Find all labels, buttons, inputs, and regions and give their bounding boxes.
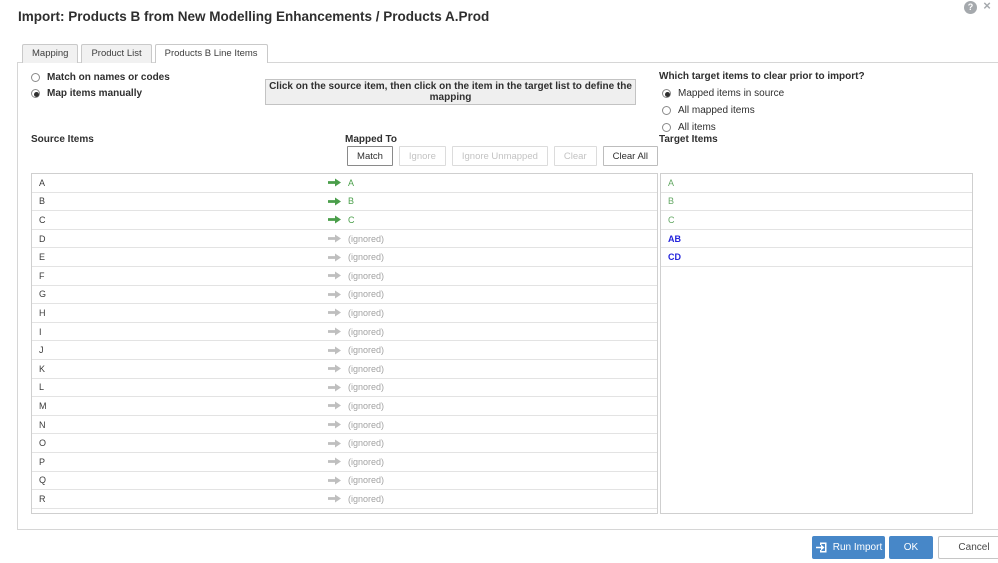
source-item-label: N bbox=[39, 419, 46, 430]
mapped-to-value: (ignored) bbox=[348, 289, 385, 300]
mapped-to-value: (ignored) bbox=[348, 345, 385, 356]
source-item-label: R bbox=[39, 493, 46, 504]
mapping-arrow-icon bbox=[328, 197, 341, 206]
mapped-to-cell bbox=[328, 196, 354, 206]
mapping-arrow-icon bbox=[328, 457, 341, 466]
radio-label: All mapped items bbox=[678, 105, 755, 116]
source-item-label: E bbox=[39, 252, 46, 263]
source-items-header: Source Items bbox=[31, 134, 94, 145]
clear-all-button[interactable]: Clear All bbox=[603, 146, 658, 166]
mapped-to-cell bbox=[328, 364, 384, 374]
radio-match-on-names-or-codes[interactable] bbox=[31, 72, 170, 83]
mapping-arrow-icon bbox=[328, 290, 341, 299]
mapped-to-value: A bbox=[348, 177, 355, 188]
target-items-list bbox=[660, 173, 973, 514]
mapped-to-value: (ignored) bbox=[348, 252, 385, 263]
source-item-label: P bbox=[39, 456, 46, 467]
radio-label: All items bbox=[678, 122, 716, 133]
source-item-label: G bbox=[39, 289, 47, 300]
mapping-arrow-icon bbox=[328, 401, 341, 410]
mapped-to-value: (ignored) bbox=[348, 326, 385, 337]
source-item-row-i[interactable] bbox=[32, 323, 657, 342]
source-item-row-b[interactable] bbox=[32, 193, 657, 212]
source-item-label: F bbox=[39, 270, 45, 281]
source-item-row-f[interactable] bbox=[32, 267, 657, 286]
mapping-arrow-icon bbox=[328, 383, 341, 392]
mapping-panel bbox=[17, 62, 998, 530]
mapped-to-cell bbox=[328, 401, 384, 411]
target-item-row-ab[interactable] bbox=[661, 230, 972, 249]
mapping-arrow-icon bbox=[328, 253, 341, 262]
ok-button[interactable]: OK bbox=[889, 536, 933, 559]
target-item-row-c[interactable] bbox=[661, 211, 972, 230]
help-icon[interactable]: ? bbox=[964, 1, 977, 14]
mapped-to-value: (ignored) bbox=[348, 400, 385, 411]
target-items-header: Target Items bbox=[659, 134, 718, 145]
ignore-unmapped-button: Ignore Unmapped bbox=[452, 146, 548, 166]
source-item-row-g[interactable] bbox=[32, 286, 657, 305]
mapped-to-value: C bbox=[348, 214, 355, 225]
mapping-arrow-icon bbox=[328, 346, 341, 355]
source-item-row-q[interactable] bbox=[32, 472, 657, 491]
run-import-label: Run Import bbox=[832, 542, 883, 553]
mapped-to-value: (ignored) bbox=[348, 307, 385, 318]
mapping-arrow-icon bbox=[328, 178, 341, 187]
mapped-to-cell bbox=[328, 345, 384, 355]
source-item-label: K bbox=[39, 363, 46, 374]
radio-all-items[interactable] bbox=[662, 122, 865, 133]
source-item-label: A bbox=[39, 177, 46, 188]
tab-products-b-line-items[interactable] bbox=[155, 44, 268, 63]
mapped-to-value: (ignored) bbox=[348, 419, 385, 430]
target-item-label: CD bbox=[668, 252, 681, 263]
radio-mapped-items-in-source[interactable] bbox=[662, 88, 865, 99]
source-item-row-p[interactable] bbox=[32, 453, 657, 472]
mapped-to-value: B bbox=[348, 196, 355, 207]
target-item-label: B bbox=[668, 196, 675, 207]
source-item-row-l[interactable] bbox=[32, 379, 657, 398]
dialog-title: Import: Products B from New Modelling Enhancements / Products A.Prod bbox=[18, 9, 490, 24]
source-item-label: B bbox=[39, 196, 46, 207]
source-item-row-o[interactable] bbox=[32, 434, 657, 453]
radio-icon bbox=[662, 106, 671, 115]
mapped-to-cell bbox=[328, 252, 384, 262]
mapped-to-cell bbox=[328, 382, 384, 392]
source-item-row-d[interactable] bbox=[32, 230, 657, 249]
mapping-arrow-icon bbox=[328, 327, 341, 336]
match-button[interactable]: Match bbox=[347, 146, 393, 166]
mapped-to-value: (ignored) bbox=[348, 438, 385, 449]
target-item-row-a[interactable] bbox=[661, 174, 972, 193]
source-item-row-h[interactable] bbox=[32, 304, 657, 323]
target-item-label: A bbox=[668, 177, 675, 188]
mapped-to-cell bbox=[328, 271, 384, 281]
target-item-row-cd[interactable] bbox=[661, 248, 972, 267]
source-item-row-a[interactable] bbox=[32, 174, 657, 193]
radio-label: Mapped items in source bbox=[678, 88, 785, 99]
tab-label: Products B Line Items bbox=[164, 48, 258, 59]
mapped-to-cell bbox=[328, 178, 354, 188]
source-item-label: D bbox=[39, 233, 46, 244]
tab-product-list[interactable] bbox=[81, 44, 151, 63]
mapping-arrow-icon bbox=[328, 215, 341, 224]
mapping-arrow-icon bbox=[328, 420, 341, 429]
source-item-label: H bbox=[39, 307, 46, 318]
radio-icon bbox=[31, 89, 40, 98]
run-import-icon bbox=[815, 541, 828, 554]
source-item-row-m[interactable] bbox=[32, 397, 657, 416]
radio-icon bbox=[662, 123, 671, 132]
mapped-to-cell bbox=[328, 494, 384, 504]
run-import-button[interactable] bbox=[812, 536, 885, 559]
mapped-to-value: (ignored) bbox=[348, 233, 385, 244]
mapped-to-cell bbox=[328, 457, 384, 467]
mapping-arrow-icon bbox=[328, 364, 341, 373]
tab-bar bbox=[22, 44, 268, 63]
mapped-to-value: (ignored) bbox=[348, 382, 385, 393]
mapped-to-cell bbox=[328, 420, 384, 430]
source-item-label: O bbox=[39, 438, 47, 449]
clear-button: Clear bbox=[554, 146, 597, 166]
source-item-row-n[interactable] bbox=[32, 416, 657, 435]
mapped-to-cell bbox=[328, 289, 384, 299]
mapped-to-value: (ignored) bbox=[348, 270, 385, 281]
source-item-row-r[interactable] bbox=[32, 490, 657, 509]
source-item-label: J bbox=[39, 345, 44, 356]
radio-all-mapped-items[interactable] bbox=[662, 105, 865, 116]
mapping-arrow-icon bbox=[328, 308, 341, 317]
cancel-button[interactable]: Cancel bbox=[938, 536, 998, 559]
source-item-label: C bbox=[39, 214, 46, 225]
radio-icon bbox=[662, 89, 671, 98]
tab-mapping[interactable] bbox=[22, 44, 78, 63]
target-item-row-b[interactable] bbox=[661, 193, 972, 212]
mapping-arrow-icon bbox=[328, 234, 341, 243]
tab-label: Product List bbox=[91, 48, 142, 59]
source-item-label: L bbox=[39, 382, 45, 393]
clear-options-title: Which target items to clear prior to import? bbox=[659, 71, 865, 82]
close-icon[interactable]: × bbox=[983, 0, 991, 13]
source-items-table bbox=[31, 173, 658, 514]
source-item-row-e[interactable] bbox=[32, 248, 657, 267]
radio-map-items-manually[interactable] bbox=[31, 88, 170, 99]
mapped-to-cell bbox=[328, 308, 384, 318]
clear-options-group bbox=[659, 71, 865, 139]
tab-label: Mapping bbox=[32, 48, 69, 59]
radio-icon bbox=[31, 73, 40, 82]
radio-label: Map items manually bbox=[47, 88, 143, 99]
source-item-row-j[interactable] bbox=[32, 341, 657, 360]
mapped-to-cell bbox=[328, 475, 384, 485]
source-item-label: Q bbox=[39, 475, 47, 486]
mapped-to-value: (ignored) bbox=[348, 493, 385, 504]
mapped-to-cell bbox=[328, 438, 384, 448]
mapped-to-cell bbox=[328, 234, 384, 244]
mapped-to-value: (ignored) bbox=[348, 363, 385, 374]
source-item-row-k[interactable] bbox=[32, 360, 657, 379]
mapped-to-header: Mapped To bbox=[345, 134, 398, 145]
mapped-to-value: (ignored) bbox=[348, 456, 385, 467]
source-item-label: M bbox=[39, 400, 47, 411]
radio-label: Match on names or codes bbox=[47, 72, 170, 83]
target-item-label: AB bbox=[668, 233, 681, 244]
mapped-to-value: (ignored) bbox=[348, 475, 385, 486]
target-item-label: C bbox=[668, 214, 675, 225]
define-mapping-instruction-button[interactable]: Click on the source item, then click on the item in the target list to define the mapping bbox=[265, 79, 636, 105]
mapped-to-cell bbox=[328, 215, 355, 225]
mapping-actions-toolbar bbox=[31, 146, 658, 166]
mapping-arrow-icon bbox=[328, 494, 341, 503]
mapping-arrow-icon bbox=[328, 476, 341, 485]
mapped-to-cell bbox=[328, 327, 384, 337]
mapping-mode-group bbox=[31, 72, 170, 99]
source-item-label: I bbox=[39, 326, 42, 337]
mapping-arrow-icon bbox=[328, 439, 341, 448]
ignore-button: Ignore bbox=[399, 146, 446, 166]
mapping-arrow-icon bbox=[328, 271, 341, 280]
source-item-row-c[interactable] bbox=[32, 211, 657, 230]
